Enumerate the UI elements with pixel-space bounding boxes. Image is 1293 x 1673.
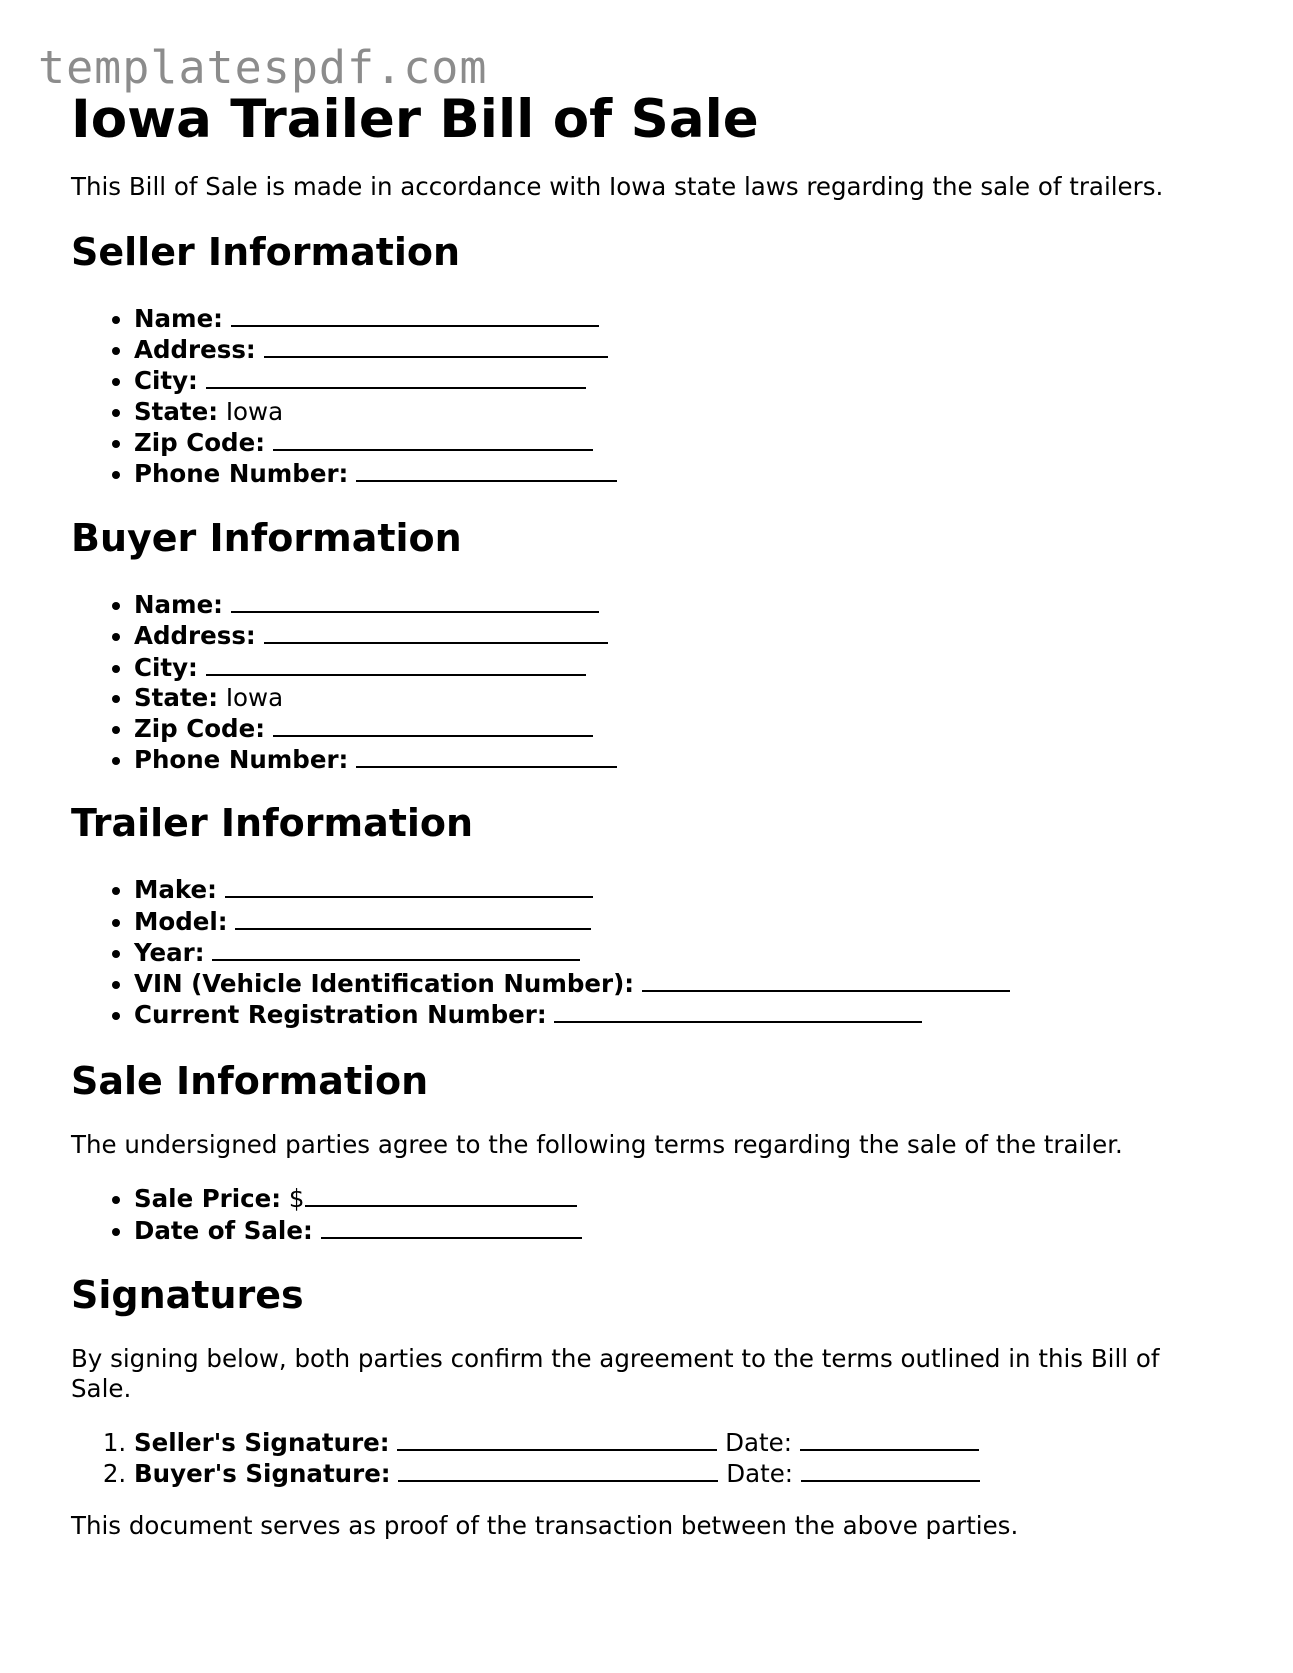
seller-list: [71, 303, 1221, 489]
buyer-phone-label: Phone Number:: [134, 745, 349, 775]
buyer-heading: Buyer Information: [71, 516, 462, 561]
sale-price-field[interactable]: [305, 1183, 577, 1207]
list-item: [134, 620, 1221, 651]
list-item: [134, 458, 1221, 489]
trailer-heading: Trailer Information: [71, 801, 474, 846]
seller-phone-field[interactable]: [356, 458, 617, 482]
list-item: [134, 968, 1221, 999]
seller-zip-label: Zip Code:: [134, 427, 265, 457]
buyer-city-field[interactable]: [206, 652, 586, 676]
list-item: [134, 397, 1221, 427]
sale-paragraph: The undersigned parties agree to the following terms regarding the sale of the trailer.: [71, 1130, 1123, 1160]
trailer-registration-field[interactable]: [554, 999, 922, 1023]
seller-address-label: Address:: [134, 335, 256, 365]
list-item: [134, 999, 1221, 1030]
sale-date-field[interactable]: [321, 1215, 582, 1239]
seller-city-label: City:: [134, 366, 198, 396]
seller-state-label: State:: [134, 396, 219, 426]
buyer-city-label: City:: [134, 652, 198, 682]
sale-list: [71, 1183, 1221, 1245]
list-item: [134, 713, 1221, 744]
page-title: Iowa Trailer Bill of Sale: [71, 89, 759, 150]
sale-date-label: Date of Sale:: [134, 1215, 313, 1245]
trailer-make-field[interactable]: [225, 874, 593, 898]
sale-heading: Sale Information: [71, 1059, 429, 1104]
list-item: [134, 303, 1221, 334]
buyer-signature-label: Buyer's Signature:: [134, 1459, 391, 1489]
buyer-zip-label: Zip Code:: [134, 714, 265, 744]
list-item: [134, 937, 1221, 968]
seller-signature-field[interactable]: [397, 1427, 717, 1451]
list-item: [134, 874, 1221, 905]
seller-signature-date-field[interactable]: [800, 1427, 979, 1451]
signatures-heading: Signatures: [71, 1272, 304, 1317]
list-item: [134, 652, 1221, 683]
intro-paragraph: This Bill of Sale is made in accordance with Iowa state laws regarding the sale of trailers.: [71, 172, 1164, 201]
list-item: [134, 1458, 1221, 1489]
trailer-vin-label: VIN (Vehicle Identification Number):: [134, 969, 635, 999]
list-item: [134, 1215, 1221, 1246]
seller-phone-label: Phone Number:: [134, 459, 349, 489]
trailer-year-label: Year:: [134, 937, 205, 967]
buyer-signature-field[interactable]: [398, 1458, 718, 1482]
signatures-list: [71, 1427, 1221, 1489]
buyer-address-label: Address:: [134, 621, 256, 651]
trailer-make-label: Make:: [134, 875, 217, 905]
trailer-vin-field[interactable]: [642, 968, 1010, 992]
buyer-signature-date-field[interactable]: [801, 1458, 980, 1482]
closing-paragraph: This document serves as proof of the transaction between the above parties.: [71, 1511, 1019, 1541]
trailer-year-field[interactable]: [212, 937, 580, 961]
list-item: [134, 683, 1221, 713]
trailer-model-label: Model:: [134, 906, 228, 936]
sale-price-label: Sale Price:: [134, 1184, 282, 1214]
seller-address-field[interactable]: [264, 334, 608, 358]
list-item: [134, 1183, 1221, 1214]
currency-symbol: $: [288, 1184, 305, 1214]
buyer-state-value: Iowa: [225, 682, 284, 712]
seller-zip-field[interactable]: [273, 427, 593, 451]
seller-signature-label: Seller's Signature:: [134, 1427, 390, 1457]
buyer-name-field[interactable]: [231, 589, 599, 613]
seller-city-field[interactable]: [206, 365, 586, 389]
document-body: [71, 88, 1221, 1541]
list-item: [134, 589, 1221, 620]
list-item: [134, 427, 1221, 458]
list-item: [134, 334, 1221, 365]
trailer-registration-label: Current Registration Number:: [134, 1000, 547, 1030]
seller-state-value: Iowa: [225, 396, 284, 426]
list-item: [134, 744, 1221, 775]
buyer-list: [71, 589, 1221, 775]
trailer-list: [71, 874, 1221, 1030]
seller-name-label: Name:: [134, 304, 223, 333]
list-item: [134, 1427, 1221, 1458]
buyer-name-label: Name:: [134, 590, 223, 620]
seller-signature-date-label: Date:: [725, 1427, 792, 1457]
signatures-paragraph: By signing below, both parties confirm the agreement to the terms outlined in this Bill of Sale.: [71, 1343, 1160, 1403]
seller-heading: Seller Information: [71, 230, 461, 274]
watermark: templatespdf.com: [38, 41, 488, 94]
buyer-zip-field[interactable]: [273, 713, 593, 737]
list-item: [134, 365, 1221, 396]
buyer-phone-field[interactable]: [356, 744, 617, 768]
seller-name-field[interactable]: [231, 303, 599, 327]
trailer-model-field[interactable]: [235, 906, 591, 930]
buyer-state-label: State:: [134, 682, 219, 712]
buyer-signature-date-label: Date:: [726, 1459, 794, 1489]
list-item: [134, 906, 1221, 937]
buyer-address-field[interactable]: [264, 620, 608, 644]
